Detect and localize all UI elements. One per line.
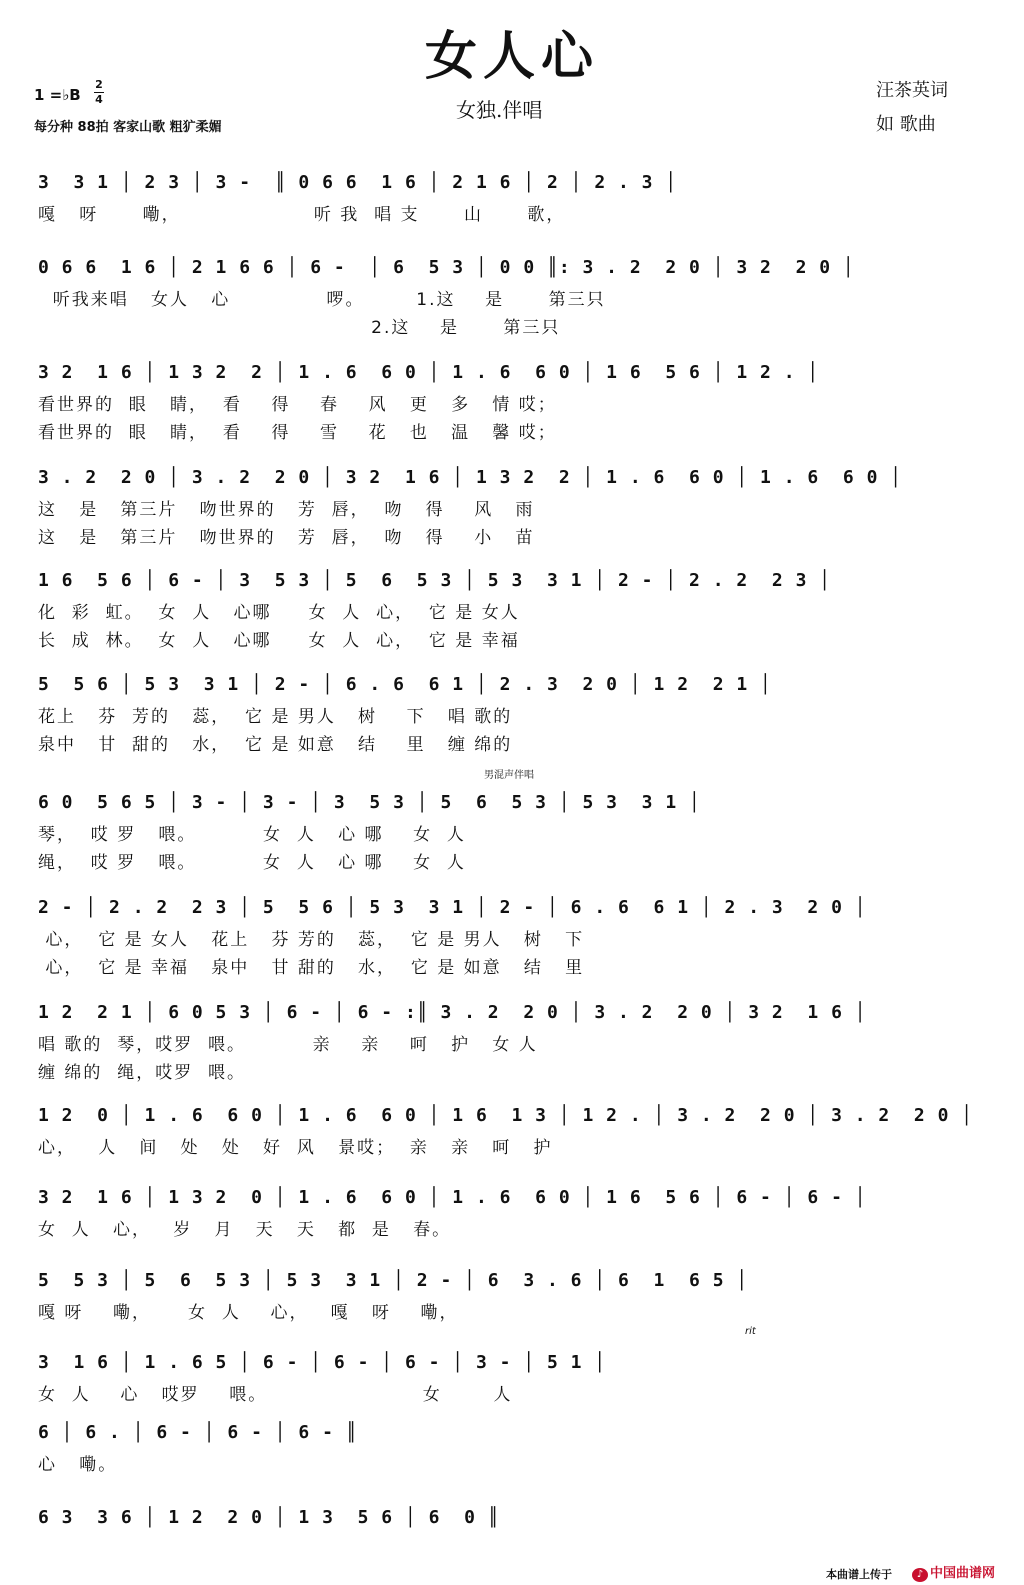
- notation-line: 3 3 1 │ 2 3 │ 3 - ║ 0 6 6 1 6 │ 2 1 6 │ 2 │ 2 . 3 │: [38, 172, 678, 193]
- time-signature: [94, 79, 104, 106]
- lyric-line: 嘎 呀 嘞， 女 人 心， 嘎 呀 嘞，: [38, 1303, 459, 1323]
- lyric-line: 心， 它 是 幸福 泉中 甘 甜的 水， 它 是 如意 结 里: [38, 958, 585, 978]
- score-system: [0, 1258, 1024, 1348]
- lyric-line: 唱 歌的 琴，哎罗 喂。 亲 亲 呵 护 女 人: [38, 1035, 538, 1055]
- score-system: [0, 350, 1024, 443]
- lyric-line: 嘎 呀 嘞， 听 我 唱 支 山 歌，: [38, 205, 566, 225]
- notation-line: 3 2 1 6 │ 1 3 2 0 │ 1 . 6 6 0 │ 1 . 6 6 0 │ 1 6 5 6 │ 6 - │ 6 - │: [38, 1187, 867, 1208]
- lyric-line: 缠 绵的 绳，哎罗 喂。: [38, 1063, 247, 1083]
- notation-line: 1 2 2 1 │ 6 0 5 3 │ 6 - │ 6 - :║ 3 . 2 2 0 │ 3 . 2 2 0 │ 3 2 1 6 │: [38, 1002, 867, 1023]
- score-system: [0, 1410, 1024, 1500]
- composer-credit: 如 歌曲: [876, 114, 936, 135]
- notation-line: 5 5 6 │ 5 3 3 1 │ 2 - │ 6 . 6 6 1 │ 2 . 3 2 0 │ 1 2 2 1 │: [38, 674, 772, 695]
- notation-line: 3 2 1 6 │ 1 3 2 2 │ 1 . 6 6 0 │ 1 . 6 6 0 │ 1 6 5 6 │ 1 2 . │: [38, 362, 820, 383]
- annotation: 男混声伴唱: [484, 770, 534, 781]
- tempo-marking: 每分种 88拍 客家山歌 粗犷柔媚: [34, 120, 222, 135]
- site-logo: [912, 1562, 995, 1582]
- notation-line: 1 2 0 │ 1 . 6 6 0 │ 1 . 6 6 0 │ 1 6 1 3 │ 1 2 . │ 3 . 2 2 0 │ 3 . 2 2 0 │: [38, 1105, 974, 1126]
- score-system: [0, 558, 1024, 651]
- notation-line: 1 6 5 6 │ 6 - │ 3 5 3 │ 5 6 5 3 │ 5 3 3 1 │ 2 - │ 2 . 2 2 3 │: [38, 570, 832, 591]
- lyric-line: 女 人 心， 岁 月 天 天 都 是 春。: [38, 1220, 452, 1240]
- lyric-line: 心 嘞。: [38, 1455, 118, 1475]
- lyricist-credit: 汪茶英词: [876, 80, 948, 101]
- lyric-line: 2.这 是 第三只: [38, 318, 561, 338]
- score-system: [0, 662, 1024, 755]
- notation-line: 6 3 3 6 │ 1 2 2 0 │ 1 3 5 6 │ 6 0 ║: [38, 1507, 500, 1528]
- lyric-line: 这 是 第三片 吻世界的 芳 唇， 吻 得 小 苗: [38, 528, 535, 548]
- lyric-line: 化 彩 虹。 女 人 心哪 女 人 心， 它 是 女人: [38, 603, 520, 623]
- lyric-line: 心， 人 间 处 处 好 风 景哎； 亲 亲 呵 护: [38, 1138, 553, 1158]
- score-system: [0, 990, 1024, 1083]
- lyric-line: 心， 它 是 女人 花上 芬 芳的 蕊， 它 是 男人 树 下: [38, 930, 585, 950]
- lyric-line: 琴， 哎 罗 喂。 女 人 心 哪 女 人: [38, 825, 466, 845]
- upload-text: 本曲谱上传于: [826, 1568, 892, 1581]
- score-system: [0, 1093, 1024, 1183]
- score-system: [0, 1175, 1024, 1265]
- song-subtitle: 女独.伴唱: [456, 98, 543, 122]
- notation-line: 0 6 6 1 6 │ 2 1 6 6 │ 6 - │ 6 5 3 │ 0 0 ║: 3 . 2 2 0 │ 3 2 2 0 │: [38, 257, 855, 278]
- notation-line: 2 - │ 2 . 2 2 3 │ 5 5 6 │ 5 3 3 1 │ 2 - │ 6 . 6 6 1 │ 2 . 3 2 0 │: [38, 897, 867, 918]
- notation-line: 6 │ 6 . │ 6 - │ 6 - │ 6 - ║: [38, 1422, 358, 1443]
- score-system: [0, 455, 1024, 548]
- notation-line: 3 . 2 2 0 │ 3 . 2 2 0 │ 3 2 1 6 │ 1 3 2 2 │ 1 . 6 6 0 │ 1 . 6 6 0 │: [38, 467, 903, 488]
- key-signature: 1 =♭B: [34, 86, 81, 104]
- lyric-line: 泉中 甘 甜的 水， 它 是 如意 结 里 缠 绵的: [38, 735, 513, 755]
- logo-icon: ♪: [912, 1568, 928, 1582]
- site-name: 中国曲谱网: [930, 1566, 996, 1581]
- score-system: [0, 245, 1024, 338]
- annotation: rit: [745, 1326, 756, 1337]
- score-system: [0, 885, 1024, 978]
- notation-line: 6 0 5 6 5 │ 3 - │ 3 - │ 3 5 3 │ 5 6 5 3 │ 5 3 3 1 │: [38, 792, 701, 813]
- song-title: 女人心: [424, 26, 599, 87]
- lyric-line: 看世界的 眼 睛， 看 得 雪 花 也 温 馨 哎；: [38, 423, 557, 443]
- lyric-line: 长 成 林。 女 人 心哪 女 人 心， 它 是 幸福: [38, 631, 520, 651]
- time-top: 2: [95, 78, 103, 91]
- notation-line: 5 5 3 │ 5 6 5 3 │ 5 3 3 1 │ 2 - │ 6 3 . 6 │ 6 1 6 5 │: [38, 1270, 749, 1291]
- lyric-line: 女 人 心 哎罗 喂。 女 人: [38, 1385, 513, 1405]
- time-bottom: 4: [95, 93, 103, 106]
- score-system: [0, 770, 1024, 873]
- lyric-line: 看世界的 眼 睛， 看 得 春 风 更 多 情 哎；: [38, 395, 557, 415]
- lyric-line: 花上 芬 芳的 蕊， 它 是 男人 树 下 唱 歌的: [38, 707, 513, 727]
- score-system: [0, 160, 1024, 250]
- lyric-line: 听我来唱 女人 心 啰。 1.这 是 第三只: [38, 290, 606, 310]
- lyric-line: 这 是 第三片 吻世界的 芳 唇， 吻 得 风 雨: [38, 500, 535, 520]
- lyric-line: 绳， 哎 罗 喂。 女 人 心 哪 女 人: [38, 853, 466, 873]
- notation-line: 3 1 6 │ 1 . 6 5 │ 6 - │ 6 - │ 6 - │ 3 - │ 5 1 │: [38, 1352, 607, 1373]
